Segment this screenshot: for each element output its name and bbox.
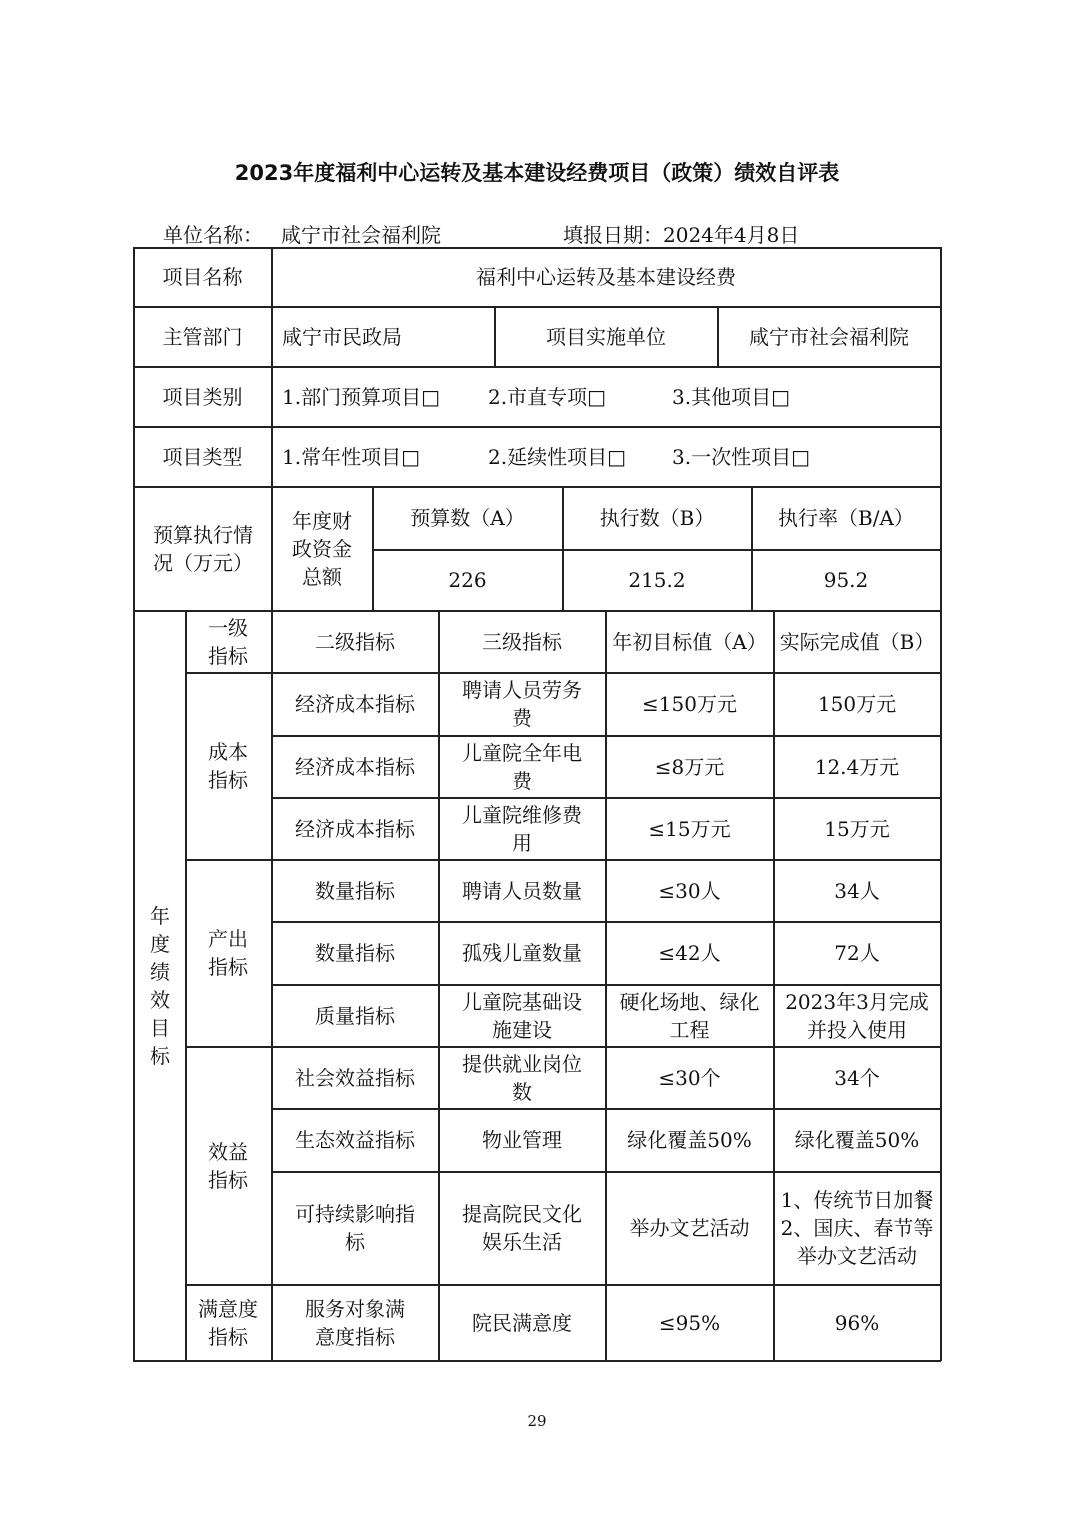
page-number: 29 xyxy=(527,1412,547,1430)
performance-label: 年度绩效目标 xyxy=(150,903,170,1068)
table-cell: 质量指标 xyxy=(315,1003,395,1028)
table-cell: 院民满意度 xyxy=(472,1310,572,1335)
page-title: 2023年度福利中心运转及基本建设经费项目（政策）绩效自评表 xyxy=(234,161,840,185)
impl-unit-label: 项目实施单位 xyxy=(546,324,666,349)
table-cell: 聘请人员数量 xyxy=(462,878,582,903)
header-level1: 一级指标 xyxy=(208,615,248,668)
header-target: 年初目标值（A） xyxy=(612,629,767,654)
project-name-value: 福利中心运转及基本建设经费 xyxy=(476,265,736,289)
table-cell: ≤8万元 xyxy=(654,754,725,779)
type-label: 项目类型 xyxy=(162,444,243,469)
category-option: 3.其他项目□ xyxy=(672,384,790,409)
table-cell: 儿童院基础设施建设 xyxy=(462,989,582,1042)
department-label: 主管部门 xyxy=(162,324,243,349)
group-benefit: 效益指标 xyxy=(208,1139,248,1192)
table-cell: 72人 xyxy=(834,941,880,965)
table-cell: 2023年3月完成并投入使用 xyxy=(785,989,929,1042)
type-option: 1.常年性项目□ xyxy=(282,444,420,469)
budget-header: 执行数（B） xyxy=(599,506,715,530)
budget-value: 95.2 xyxy=(823,568,869,592)
table-cell: 96% xyxy=(834,1310,880,1335)
table-cell: 聘请人员劳务费 xyxy=(462,678,582,730)
table-cell: 提高院民文化娱乐生活 xyxy=(462,1202,582,1254)
budget-header: 执行率（B/A） xyxy=(778,506,914,530)
table-cell: 儿童院维修费用 xyxy=(462,802,582,855)
category-label: 项目类别 xyxy=(162,384,243,409)
type-option: 3.一次性项目□ xyxy=(672,444,810,469)
table-cell: 可持续影响指标 xyxy=(295,1202,415,1254)
table-cell: 经济成本指标 xyxy=(295,692,415,716)
table-cell: 经济成本指标 xyxy=(295,754,415,779)
table-cell: ≤30个 xyxy=(658,1065,721,1090)
table-cell: ≤150万元 xyxy=(642,692,737,716)
fill-date-value: 2024年4月8日 xyxy=(663,223,800,247)
impl-unit-value: 咸宁市社会福利院 xyxy=(749,324,909,349)
department-value: 咸宁市民政局 xyxy=(282,324,402,349)
group-output: 产出指标 xyxy=(208,927,248,979)
table-cell: 孤残儿童数量 xyxy=(462,941,582,965)
table-cell: 硬化场地、绿化工程 xyxy=(619,989,760,1042)
unit-name-label: 单位名称： xyxy=(163,223,263,247)
header-level2: 二级指标 xyxy=(315,629,395,654)
table-cell: 提供就业岗位数 xyxy=(462,1051,582,1104)
table-cell: 物业管理 xyxy=(482,1128,562,1152)
table-cell: 绿化覆盖50% xyxy=(794,1128,920,1152)
category-option: 1.部门预算项目□ xyxy=(282,384,440,409)
table-cell: 社会效益指标 xyxy=(295,1065,415,1090)
group-cost: 成本指标 xyxy=(208,740,248,792)
table-cell: 绿化覆盖50% xyxy=(627,1128,752,1152)
header-actual: 实际完成值（B） xyxy=(779,629,935,654)
budget-label: 预算执行情况（万元） xyxy=(153,522,253,575)
table-cell: ≤15万元 xyxy=(648,816,731,841)
budget-header: 预算数（A） xyxy=(410,506,525,530)
table-cell: 服务对象满意度指标 xyxy=(305,1296,405,1349)
table-cell: 数量指标 xyxy=(315,941,395,965)
budget-value: 226 xyxy=(448,568,487,592)
table-cell: 儿童院全年电费 xyxy=(462,740,582,793)
table-cell: 生态效益指标 xyxy=(295,1128,415,1152)
table-cell: 数量指标 xyxy=(315,878,395,903)
table-cell: 150万元 xyxy=(817,692,897,716)
category-option: 2.市直专项□ xyxy=(488,384,606,409)
fill-date-label: 填报日期： xyxy=(563,223,663,247)
table-cell: 经济成本指标 xyxy=(295,816,415,841)
budget-value: 215.2 xyxy=(628,568,686,592)
table-cell: 15万元 xyxy=(824,816,890,841)
table-cell: 1、传统节日加餐 2、国庆、春节等举办文艺活动 xyxy=(780,1188,934,1268)
type-option: 2.延续性项目□ xyxy=(488,444,626,469)
table-cell: 举办文艺活动 xyxy=(629,1216,750,1240)
group-satisfaction: 满意度指标 xyxy=(198,1296,258,1349)
project-name-label: 项目名称 xyxy=(162,265,243,289)
table-cell: 34个 xyxy=(834,1065,880,1090)
table-cell: ≤30人 xyxy=(658,878,721,903)
budget-sublabel: 年度财政资金总额 xyxy=(292,508,352,589)
table-cell: 34人 xyxy=(834,878,880,903)
table-cell: ≤95% xyxy=(658,1310,721,1335)
unit-name-value: 咸宁市社会福利院 xyxy=(281,223,441,247)
table-cell: ≤42人 xyxy=(658,941,721,965)
table-cell: 12.4万元 xyxy=(814,754,900,779)
header-level3: 三级指标 xyxy=(482,629,562,654)
